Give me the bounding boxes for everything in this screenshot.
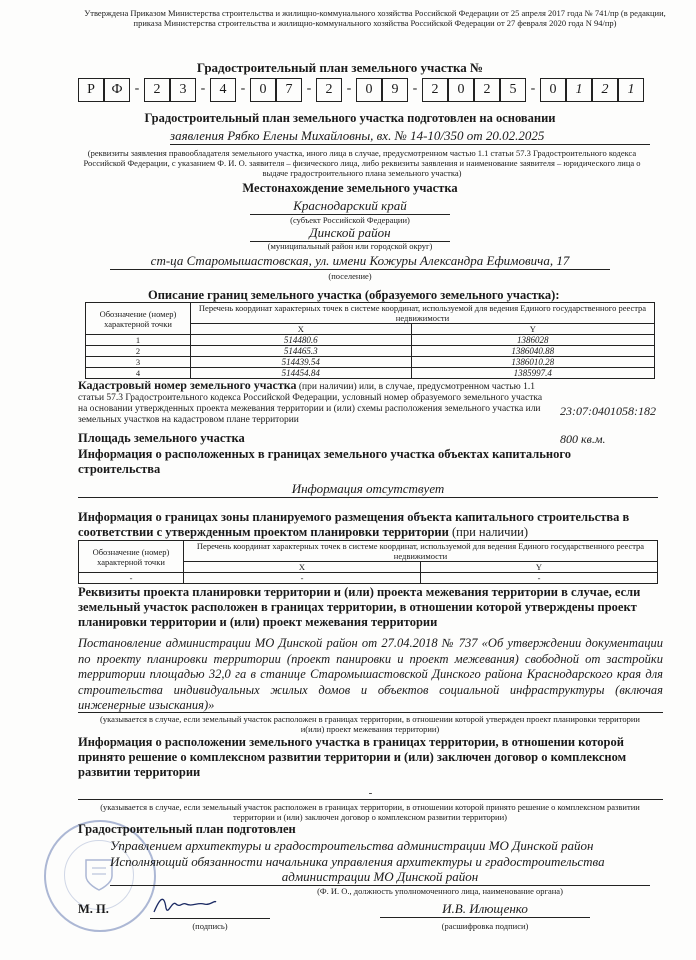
location-heading: Местонахождение земельного участка (242, 181, 458, 195)
prepared-heading: Градостроительный план подготовлен (78, 822, 296, 836)
signatory-value: И.В. Илющенко (380, 901, 590, 918)
number-cell: 1 (566, 78, 592, 102)
complex-note: (указывается в случае, если земельный участок расположен в границах территории, в отношении которой принято решение о комплексном развитии территории и (или) заключен договор о комплексном развитии территории) (100, 802, 640, 822)
planning-divider (78, 712, 663, 713)
prepared-note: (Ф. И. О., должность уполномоченного лица, наименование органа) (317, 886, 563, 896)
district-value: Динской район (250, 225, 450, 242)
coord-y: 1386010.28 (411, 357, 654, 368)
coord-x: 514454.84 (191, 368, 412, 379)
coord-y: 1386028 (411, 335, 654, 346)
objects-heading: Информация о расположенных в границах земельного участка объектах капитального строительства (78, 447, 571, 476)
planning-note: (указывается в случае, если земельный участок расположен в границах территории, в отношении которой утвержден проект планировки территории и(или) проект межевания территории) (100, 714, 640, 734)
table2-col2-header: Перечень координат характерных точек в системе координат, используемой для ведения Единого государственного реестра недвижимости (184, 541, 658, 562)
number-cell: Ф (104, 78, 130, 102)
subtitle: Градостроительный план земельного участка подготовлен на основании (144, 111, 556, 125)
complex-heading: Информация о расположении земельного участка в границах территории, в отношении которой принято решение о комплексном развитии территории и (или) заключен договор о комплексном развитии территории (78, 735, 627, 779)
mp-label: М. П. (78, 902, 109, 916)
planning-value: Постановление администрации МО Динской район от 27.04.2018 № 737 «Об утверждении документации по проекту планировки территории (проект панировки и проект межевания) свободной от застройки территории площадью 32,0 га в станице Старомышастовской Динского района Краснодарского края для строительства индивидуальных жилых домов и объектов социальной инфраструктуры (включая инженерные изыскания)» (78, 636, 663, 712)
planning-heading: Реквизиты проекта планировки территории и (или) проекта межевания территории в случае, если земельный участок расположен в границах территории, в отношении которой утверждены проект планировки территории и (или) проект межевания территории (78, 585, 641, 629)
objects-value: Информация отсутствует (78, 481, 658, 498)
number-cell: 3 (170, 78, 196, 102)
settlement-value: ст-ца Старомышастовская, ул. имени Кожуры Александра Ефимовича, 17 (110, 253, 610, 270)
number-cell: 9 (382, 78, 408, 102)
zone-table (78, 540, 658, 584)
prepared-value-1: Управлением архитектуры и градостроительства администрации МО Динской район (110, 838, 594, 853)
point-number: 2 (86, 346, 191, 357)
table2-col1-header: Обозначение (номер) характерной точки (79, 541, 184, 573)
boundaries-heading: Описание границ земельного участка (образуемого земельного участка): (148, 288, 560, 302)
number-cell: 7 (276, 78, 302, 102)
table-row (86, 346, 655, 357)
complex-value: - (78, 787, 663, 800)
number-cell: Р (78, 78, 104, 102)
table-row (86, 357, 655, 368)
district-label: (муниципальный район или городской округ) (267, 241, 433, 251)
coord-y: - (420, 573, 657, 584)
subject-label: (субъект Российской Федерации) (290, 215, 410, 225)
table-row (79, 573, 658, 584)
subject-value: Краснодарский край (250, 198, 450, 215)
document-title: Градостроительный план земельного участка № (196, 60, 484, 75)
point-number: 4 (86, 368, 191, 379)
point-number: - (79, 573, 184, 584)
area-heading: Площадь земельного участка (78, 431, 245, 445)
coord-y: 1386040.88 (411, 346, 654, 357)
number-cell: 0 (250, 78, 276, 102)
table2-y-header: Y (420, 562, 657, 573)
basis-note: (реквизиты заявления правообладателя земельного участка, иного лица в случае, предусмотренном частью 1.1 статьи 57.3 Градостроительного кодекса Российской Федерации, с указанием Ф. И. О. заявителя – физического лица, либо реквизиты заявления и наименование заявителя – юридического лица о выдаче градостроительного плана земельного участка) (83, 148, 641, 178)
coord-x: - (184, 573, 421, 584)
table-row (86, 335, 655, 346)
number-cell: 2 (474, 78, 500, 102)
number-cell: 2 (592, 78, 618, 102)
zone-heading: Информация о границах зоны планируемого размещения объекта капитального строительства в соответствии с утвержденным проектом планировки территории (78, 510, 630, 539)
settlement-label: (поселение) (328, 271, 372, 281)
coord-y: 1385997.4 (411, 368, 654, 379)
prepared-value-3: администрации МО Динской район (110, 869, 650, 886)
zone-heading-suffix: (при наличии) (451, 525, 528, 539)
prepared-value-2: Исполняющий обязанности начальника управления архитектуры и градостроительства (110, 854, 605, 869)
table1-y-header: Y (411, 324, 654, 335)
zone-heading-block (78, 510, 663, 540)
cadastral-value: 23:07:0401058:182 (560, 404, 656, 418)
area-value: 800 кв.м. (560, 432, 606, 446)
handwritten-signature (150, 890, 220, 920)
coord-x: 514480.6 (191, 335, 412, 346)
number-cell: 4 (210, 78, 236, 102)
coord-x: 514439.54 (191, 357, 412, 368)
signature-label: (подпись) (192, 921, 228, 931)
cadastral-text: (при наличии) или, в случае, предусмотренном частью 1.1 статьи 57.3 Градостроительного кодекса Российской Федерации, условный номер образуемого земельного участка на основании утвержденных проекта межевания территории и (или) схемы расположения земельного участка или земельных участков на кадастровом плане территории (78, 382, 543, 425)
number-cell: 0 (356, 78, 382, 102)
signatory-label: (расшифровка подписи) (441, 921, 529, 931)
number-cell: 0 (448, 78, 474, 102)
cadastral-block (78, 380, 548, 426)
number-cell: 2 (144, 78, 170, 102)
header-note: Утверждена Приказом Министерства строительства и жилищно-коммунального хозяйства Российской Федерации от 25 апреля 2017 года № 741/пр (в редакции, приказа Министерства строительства и жилищно-коммунального хозяйства Российской Федерации от 27 февраля 2020 года N 94/пр) (84, 8, 666, 28)
boundaries-table (85, 302, 655, 379)
number-cell: 5 (500, 78, 526, 102)
point-number: 1 (86, 335, 191, 346)
table2-x-header: X (184, 562, 421, 573)
number-cell: 2 (316, 78, 342, 102)
table1-col1-header: Обозначение (номер) характерной точки (86, 303, 191, 335)
table-row (86, 368, 655, 379)
point-number: 3 (86, 357, 191, 368)
table1-x-header: X (191, 324, 412, 335)
plan-number: Р Ф - 2 3 - 4 - 0 7 - 2 - 0 9 - 2 0 2 5 - 0 1 2 1 (78, 78, 644, 102)
number-cell: 0 (540, 78, 566, 102)
cadastral-heading: Кадастровый номер земельного участка (78, 378, 297, 392)
table1-col2-header: Перечень координат характерных точек в системе координат, используемой для ведения Единого государственного реестра недвижимости (191, 303, 655, 324)
number-cell: 1 (618, 78, 644, 102)
number-cell: 2 (422, 78, 448, 102)
basis-value: заявления Рябко Елены Михайловны, вх. № 14-10/350 от 20.02.2025 (170, 128, 650, 145)
coord-x: 514465.3 (191, 346, 412, 357)
